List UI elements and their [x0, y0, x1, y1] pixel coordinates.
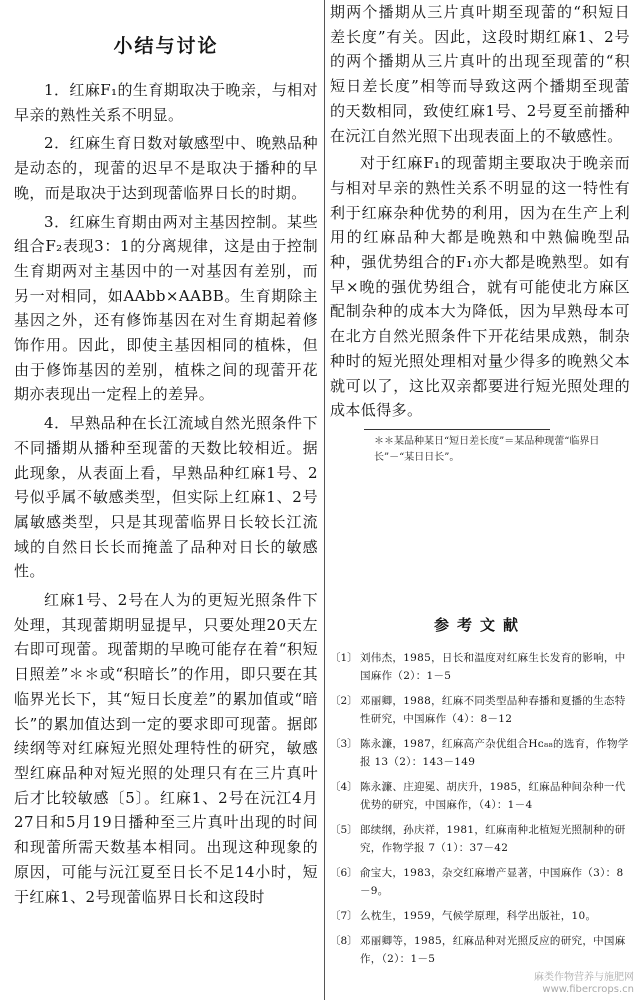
reference-item	[330, 821, 630, 857]
right-column	[330, 0, 630, 975]
column-divider	[324, 0, 325, 1000]
paragraph-5: 红麻1号、2号在人为的更短光照条件下处理，其现蕾期明显提早，只要处理20天左右即可现蕾。现蕾期的早晚可能存在着“积短日照差”＊＊或“积暗长”的作用，即只要在其临界光长下，其“短日长度差”的累加值或“暗长”的累加值达到一定的要求即可现蕾。据郎续纲等对红麻短光照处理特性的研究，敏感型红麻品种对短光照的处理只有在三片真叶后才比较敏感〔5〕。红麻1、2号在沅江4月27日和5月19日播种至三片真叶出现的时间和现蕾所需天数基本相同。出现这种现象的原因，可能与沅江夏至日长不足14小时，短于红麻1、2号现蕾临界日长和这段时	[14, 591, 318, 906]
right-paragraphs	[330, 0, 630, 423]
reference-number: 〔1〕	[330, 651, 358, 664]
reference-text: 么枕生，1959，气候学原理，科学出版社，10。	[360, 909, 597, 922]
reference-item	[330, 692, 630, 728]
watermark-line2: www.fibercrops.cn	[542, 984, 634, 995]
watermark	[534, 972, 634, 996]
paragraph-4: 4．早熟品种在长江流域自然光照条件下不同播期从播种至现蕾的天数比较相近。据此现象，从表面上看，早熟品种红麻1号、2号似乎属不敏感类型，但实际上红麻1、2号属敏感类型，只是其现蕾临界日长较长江流域的自然日长长而掩盖了品种对日长的敏感性。	[14, 414, 318, 581]
reference-text: 郎续纲，孙庆祥，1981，红麻南种北植短光照制种的研究，作物学报 7（1）：37－42	[360, 823, 626, 854]
paragraph-2: 2．红麻生育日数对敏感型中、晚熟品种是动态的，现蕾的迟早不是取决于播种的早晚，而是取决于达到现蕾临界日长的时期。	[14, 134, 318, 202]
reference-number: 〔8〕	[330, 934, 358, 947]
paragraph-1: 1．红麻F₁的生育期取决于晚亲，与相对早亲的熟性关系不明显。	[14, 81, 318, 124]
reference-item	[330, 932, 630, 968]
footnote-rule	[364, 429, 550, 430]
reference-number: 〔5〕	[330, 823, 358, 836]
reference-text: 刘伟杰，1985，日长和温度对红麻生长发育的影响，中国麻作（2）：1－5	[360, 651, 626, 682]
left-column	[14, 0, 318, 913]
reference-text: 陈永濂，1987，红麻高产杂优组合Hᴄ₈₈的选育，作物学报 13（2）：143－149	[360, 737, 629, 768]
reference-item	[330, 649, 630, 685]
reference-number: 〔3〕	[330, 737, 358, 750]
reference-item	[330, 735, 630, 771]
watermark-line1: 麻类作物营养与施肥网	[534, 972, 634, 983]
reference-text: 邓丽卿，1988，红麻不同类型品种春播和夏播的生态特性研究，中国麻作（4）：8－12	[360, 694, 626, 725]
reference-text: 邓丽卿等，1985，红麻品种对光照反应的研究，中国麻作，（2）：1－5	[360, 934, 626, 965]
reference-item	[330, 778, 630, 814]
reference-text: 陈永濂、庄迎冕、胡庆升，1985，红麻品种间杂种一代优势的研究，中国麻作，（4）：1－4	[360, 780, 626, 811]
section-title: 小结与讨论	[113, 35, 219, 57]
footnote: ＊＊某品种某日“短日差长度”＝某品种现蕾“临界日长”－“某日日长”。	[374, 435, 600, 463]
references-list	[330, 649, 630, 968]
reference-number: 〔6〕	[330, 866, 358, 879]
reference-item	[330, 907, 630, 925]
left-paragraphs	[14, 78, 318, 909]
reference-number: 〔4〕	[330, 780, 358, 793]
reference-item	[330, 864, 630, 900]
reference-text: 俞宝大，1983，杂交红麻增产显著，中国麻作（3）：8－9。	[360, 866, 624, 897]
reference-number: 〔2〕	[330, 694, 358, 707]
paragraph-3: 3．红麻生育期由两对主基因控制。某些组合F₂表现3：1的分离规律，这是由于控制生育期两对主基因中的一对基因有差别，而另一对相同，如AAbb×AABB。生育期除主基因之外，还有修饰基因在对生育期起着修饰作用。因此，即使主基因相同的植株，但由于修饰基因的差别，植株之间的现蕾开花期亦表现出一定程上的差异。	[14, 212, 318, 404]
references-title: 参考文献	[433, 615, 526, 634]
paragraph-6: 对于红麻F₁的现蕾期主要取决于晚亲而与相对早亲的熟性关系不明显的这一特性有利于红麻杂种优势的利用，因为在生产上利用的红麻品种大都是晚熟和中熟偏晚型品种，强优势组合的F₁亦大都是晚熟型。如有早×晚的强优势组合，就有可能使北方麻区配制杂种的成本大为降低，因为早熟母本可在北方自然光照条件下开花结果成熟，制杂种时的短光照处理相对量少得多的晚熟父本就可以了，这比双亲都要进行短光照处理的成本低得多。	[330, 154, 630, 420]
reference-number: 〔7〕	[330, 909, 358, 922]
paragraph-continued: 期两个播期从三片真叶期至现蕾的“积短日差长度”有关。因此，这段时期红麻1、2号的两个播期从三片真叶的出现至现蕾的“积短日差长度”相等而导致这两个播期至现蕾的天数相同，致使红麻1号、2号夏至前播种在沅江自然光照下出现表面上的不敏感性。	[330, 3, 630, 145]
